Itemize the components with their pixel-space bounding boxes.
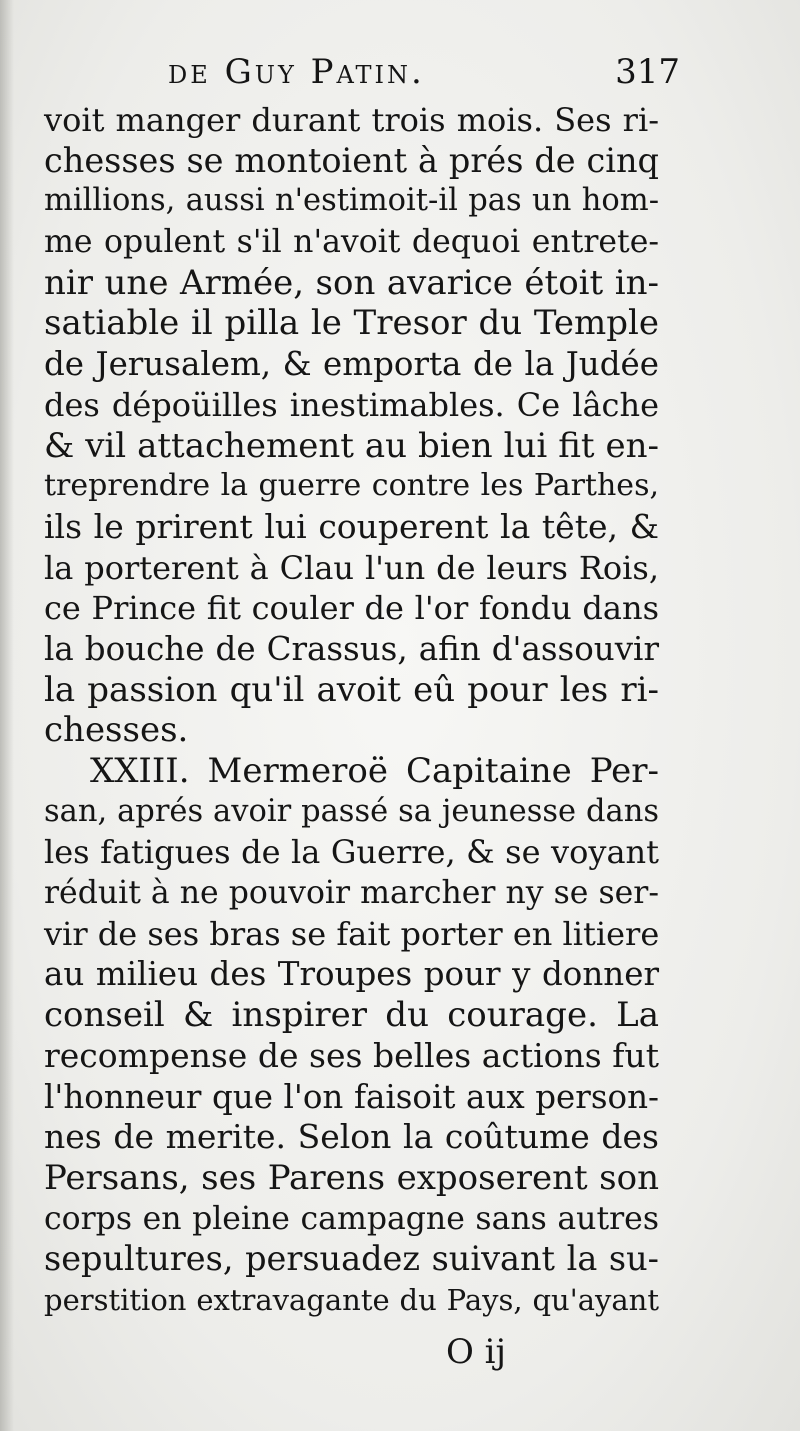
- text-line: de Jerusalem, & emporta de la Judée: [44, 345, 659, 384]
- text-line: perstition extravagante du Pays, qu'ayant: [44, 1282, 659, 1317]
- text-line: chesses se montoient à prés de cinq: [44, 140, 659, 180]
- text-line: les fatigues de la Guerre, & se voyant: [44, 833, 659, 872]
- text-line: réduit à ne pouvoir marcher ny se ser-: [44, 875, 659, 912]
- text-line: nes de merite. Selon la coûtume des: [44, 1117, 659, 1157]
- text-line: ce Prince fit couler de l'or fondu dans: [44, 589, 659, 628]
- text-line: & vil attachement au bien lui fit en-: [44, 425, 659, 466]
- text-line: Persans, ses Parens exposerent son: [44, 1157, 659, 1198]
- text-line: millions, aussi n'estimoit-il pas un hom-: [44, 183, 659, 219]
- text-line: sepultures, persuadez suivant la su-: [44, 1239, 659, 1279]
- text-line: ils le prirent lui couperent la tête, &: [44, 506, 659, 546]
- body-text: [44, 100, 659, 1321]
- text-line: vir de ses bras se fait porter en litiere: [44, 914, 660, 953]
- text-line: des dépoüilles inestimables. Ce lâche: [44, 385, 659, 424]
- text-line: au milieu des Troupes pour y donner: [44, 955, 659, 994]
- text-line: la bouche de Crassus, afin d'assouvir: [44, 629, 659, 668]
- text-line: l'honneur que l'on faisoit aux person-: [44, 1077, 659, 1116]
- text-line: la porterent à Clau l'un de leurs Rois,: [44, 548, 659, 587]
- running-head: de Guy Patin.: [168, 52, 425, 92]
- page-header: [168, 52, 680, 106]
- text-line: treprendre la guerre contre les Parthes,: [44, 468, 659, 504]
- text-line: satiable il pilla le Tresor du Temple: [44, 303, 659, 344]
- text-line: me opulent s'il n'avoit dequoi entrete-: [44, 224, 659, 261]
- text-line: voit manger durant trois mois. Ses ri-: [44, 101, 659, 139]
- text-line: recompense de ses belles actions fut: [44, 1035, 659, 1075]
- signature-mark: O ij: [446, 1332, 507, 1372]
- text-line: corps en pleine campagne sans autres: [44, 1200, 659, 1237]
- text-line: XXIII. Mermeroë Capitaine Per-: [90, 751, 659, 791]
- page-number: 317: [615, 52, 680, 92]
- text-line: la passion qu'il avoit eû pour les ri-: [44, 669, 659, 710]
- text-line: chesses.: [44, 710, 189, 751]
- text-line: conseil & inspirer du courage. La: [44, 995, 659, 1036]
- text-line: san, aprés avoir passé sa jeunesse dans: [44, 793, 659, 829]
- binding-shadow: [0, 0, 14, 1431]
- text-line: nir une Armée, son avarice étoit in-: [44, 262, 659, 303]
